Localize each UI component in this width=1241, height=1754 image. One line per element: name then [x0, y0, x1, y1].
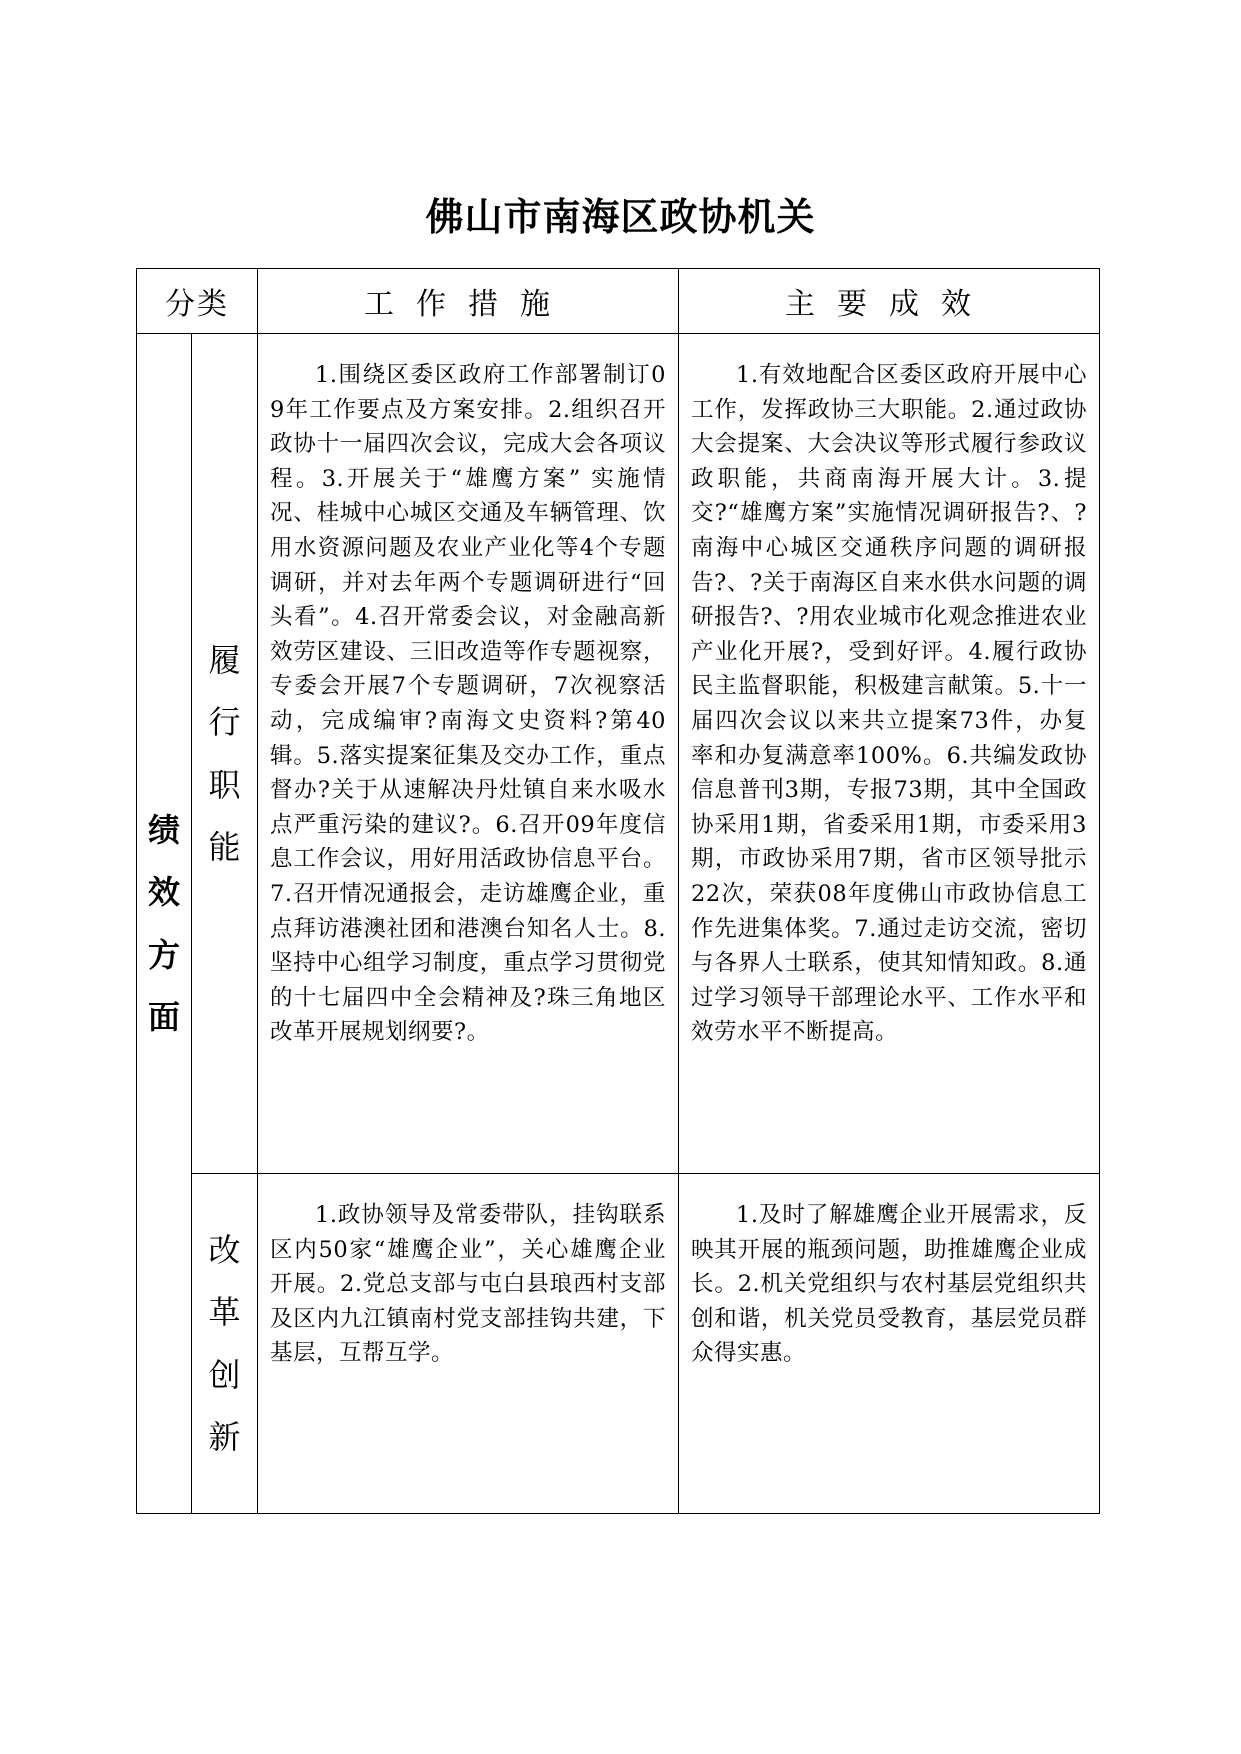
measures-cell — [258, 1174, 679, 1514]
sub-category-cell — [192, 334, 258, 1174]
results-cell — [679, 334, 1100, 1174]
sub-category-cell — [192, 1174, 258, 1514]
results-cell — [679, 1174, 1100, 1514]
outer-category-label: 绩效方面 — [148, 810, 181, 1036]
results-text: 1.有效地配合区委区政府开展中心工作，发挥政协三大职能。2.通过政协大会提案、大会决议等形式履行参政议政职能，共商南海开展大计。3.提交?“雄鹰方案”实施情况调研报告?、?南海中心城区交通秩序问题的调研报告?、?关于南海区自来水供水问题的调研报告?、?用农业城市化观念推进农业产业化开展?，受到好评。4.履行政协民主监督职能，积极建言献策。5.十一届四次会议以来共立提案73件，办复率和办复满意率100%。6.共编发政协信息普刊3期，专报73期，其中全国政协采用1期，省委采用1期，市委采用3期，市政协采用7期，省市区领导批示22次，荣获08年度佛山市政协信息工作先进集体奖。7.通过走访交流，密切与各界人士联系，使其知情知政。8.通过学习领导干部理论水平、工作水平和效劳水平不断提高。 — [691, 362, 1087, 1046]
header-measures: 工作措施 — [258, 269, 679, 334]
header-category: 分类 — [137, 269, 258, 334]
outer-category-cell — [137, 334, 192, 1514]
header-results: 主要成效 — [679, 269, 1100, 334]
table-row — [137, 334, 1100, 1174]
measures-text: 1.政协领导及常委带队，挂钩联系区内50家“雄鹰企业”，关心雄鹰企业开展。2.党总支部与屯白县琅西村支部及区内九江镇南村党支部挂钩共建，下基层，互帮互学。 — [270, 1202, 666, 1367]
table-header-row — [137, 269, 1100, 334]
page-title: 佛山市南海区政协机关 — [425, 195, 816, 239]
table-row — [137, 1174, 1100, 1514]
measures-text: 1.围绕区委区政府工作部署制订09年工作要点及方案安排。2.组织召开政协十一届四次会议，完成大会各项议程。3.开展关于“雄鹰方案” 实施情况、桂城中心城区交通及车辆管理、饮用水资源问题及农业产业化等4个专题调研，并对去年两个专题调研进行“回头看”。4.召开常委会议，对金融高新效劳区建设、三旧改造等作专题视察，专委会开展7个专题调研，7次视察活动，完成编审?南海文史资料?第40辑。5.落实提案征集及交办工作，重点督办?关于从速解决丹灶镇自来水吸水点严重污染的建议?。6.召开09年度信息工作会议，用好用活政协信息平台。7.召开情况通报会，走访雄鹰企业，重点拜访港澳社团和港澳台知名人士。8.坚持中心组学习制度，重点学习贯彻党的十七届四中全会精神及?珠三角地区改革开展规划纲要?。 — [270, 362, 666, 1046]
measures-cell — [258, 334, 679, 1174]
sub-category-label: 改革创新 — [208, 1230, 241, 1456]
results-text: 1.及时了解雄鹰企业开展需求，反映其开展的瓶颈问题，助推雄鹰企业成长。2.机关党组织与农村基层党组织共创和谐，机关党员受教育，基层党员群众得实惠。 — [691, 1202, 1087, 1367]
performance-table — [136, 268, 1100, 1514]
sub-category-label: 履行职能 — [208, 640, 241, 866]
